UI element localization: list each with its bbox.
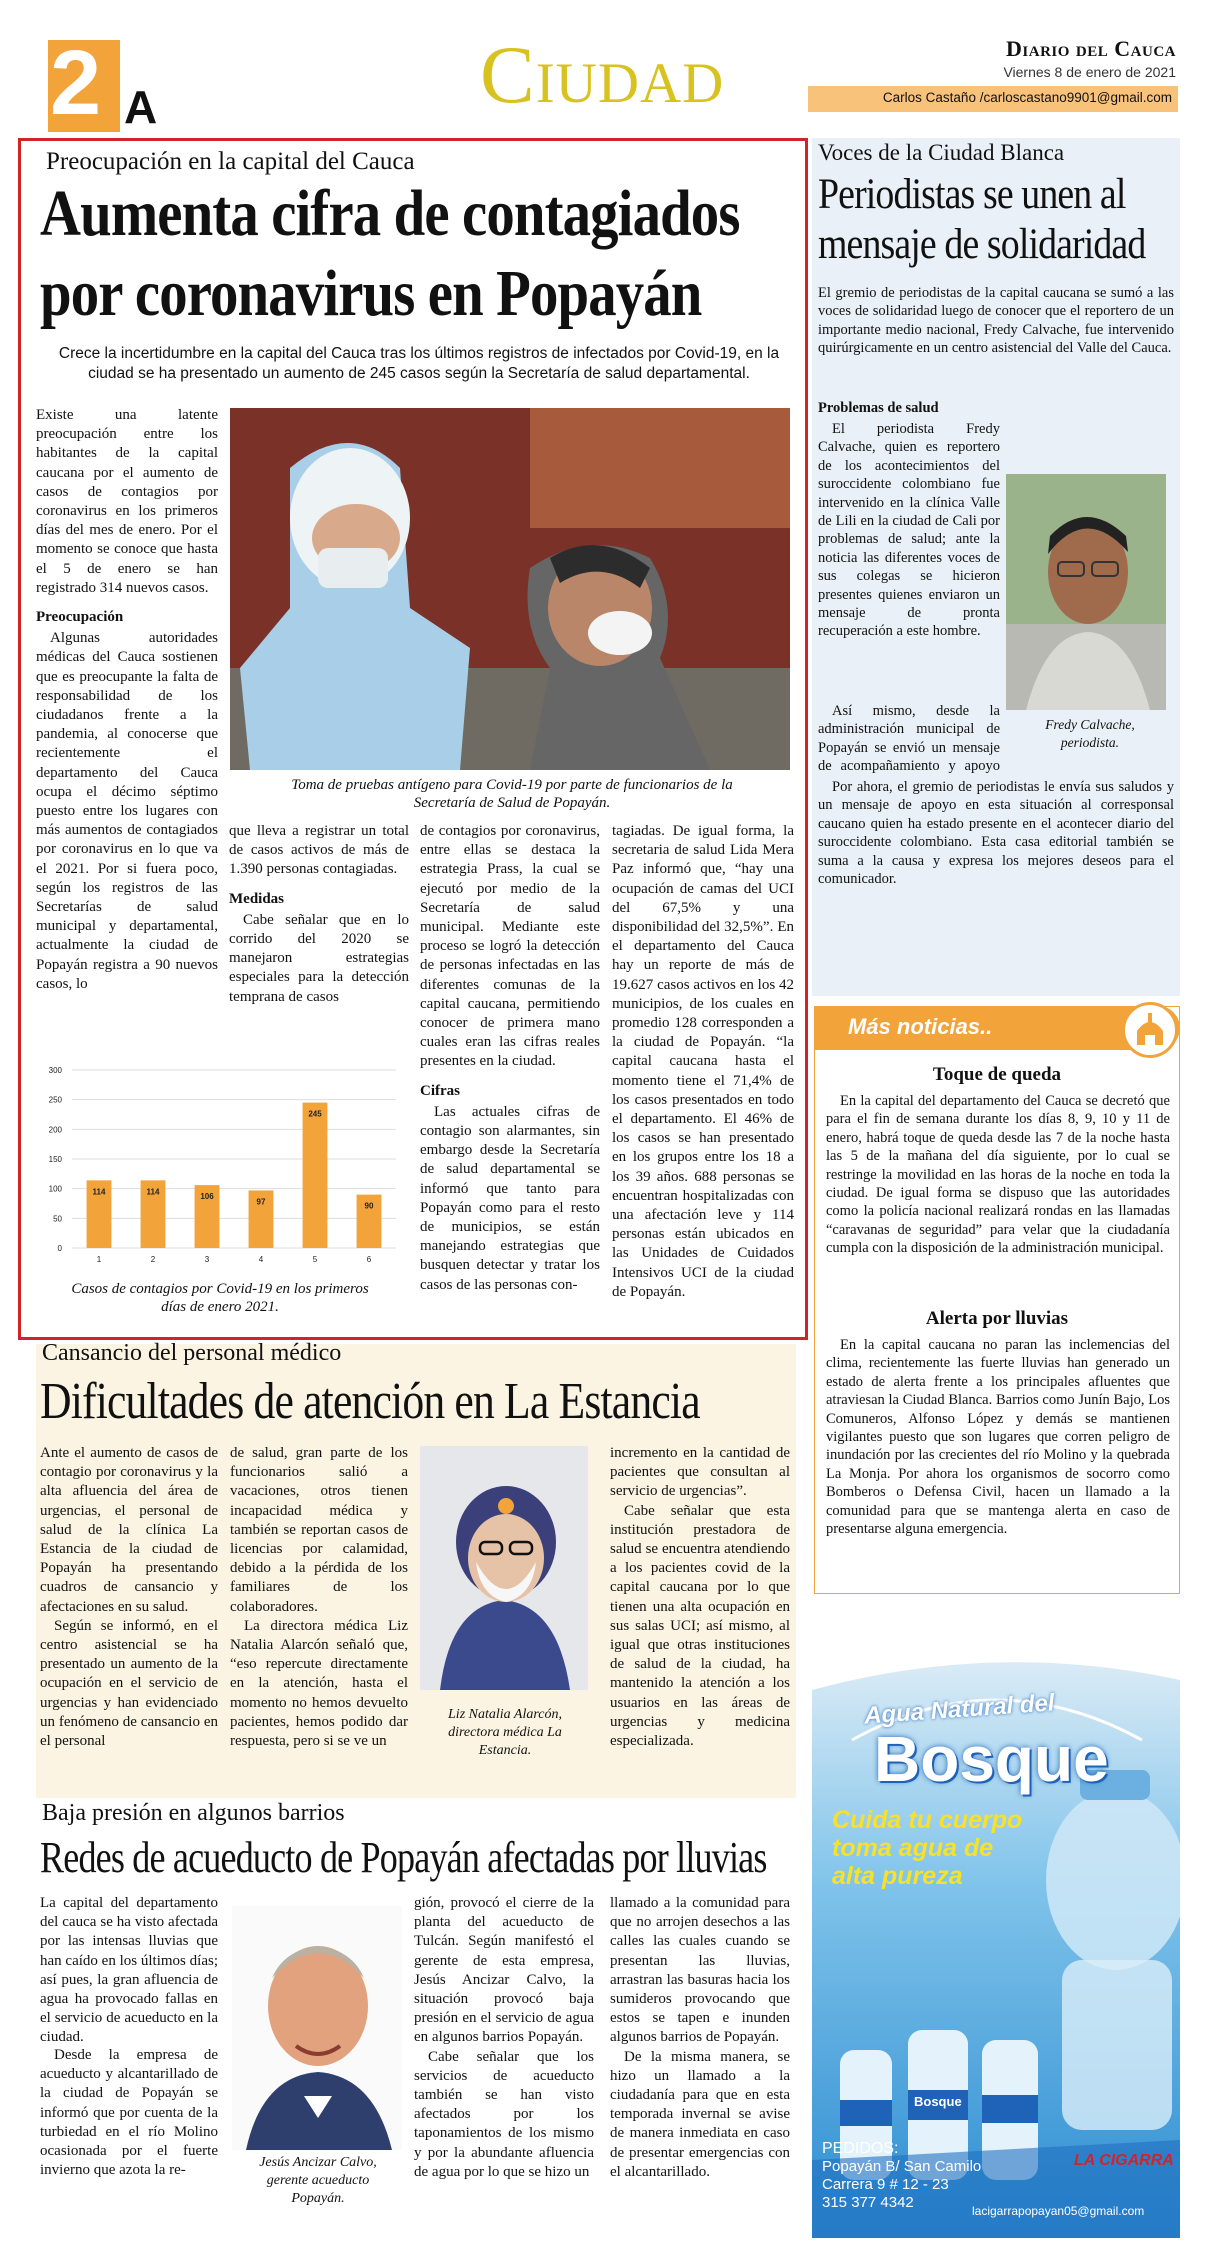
- sidebar-paragraph-2a: Así mismo, desde la administración municipal de Popayán se envió un mensaje de acompañamiento y apoyo: [818, 703, 1000, 775]
- page-suffix: A: [124, 81, 158, 133]
- chart-data-label: 97: [256, 1197, 266, 1207]
- more-news-label: Más noticias..: [848, 1014, 993, 1039]
- cases-bar-chart: [36, 1058, 406, 1268]
- estancia-column-2: [230, 1444, 408, 1751]
- ad-orders-street: Carrera 9 # 12 - 23: [822, 2176, 949, 2193]
- ad-slogan-line1: Cuida tu cuerpo: [832, 1806, 1023, 1834]
- main-column-2: [229, 822, 409, 1007]
- estancia-col2-paragraph-2: La directora médica Liz Natalia Alarcón señaló que, “eso repercute directamente en la atención, hasta el momento no hemos devuelto pacientes, hemos podido dar respuesta, pero si se ve un: [230, 1617, 408, 1750]
- estancia-col3-paragraph: incremento en la cantidad de pacientes que consultan al servicio de urgencias”.: [610, 1445, 790, 1500]
- author-line: Carlos Castaño /carloscastano9901@gmail.com: [882, 90, 1172, 105]
- acueducto-col1-paragraph-2: Desde la empresa de acueducto y alcantarillado de la ciudad de Popayán se informó que por cuenta de la turbiedad en el río Molino ocasionada por el fuerte invierno que azota la re-: [40, 2047, 218, 2179]
- chart-y-tick-label: 200: [48, 1125, 62, 1135]
- main-col2-paragraph: que lleva a registrar un total de casos activos de más de 1.390 personas contagiadas.: [229, 823, 409, 878]
- chart-x-tick-label: 5: [312, 1255, 318, 1264]
- sidebar-intro-paragraph: El gremio de periodistas de la capital caucana se sumó a las voces de solidaridad luego de conocer que el reportero de un importante medio nacional, Fredy Calvache, fue intervenido quirúrgicamente en un centro asistencial del Valle del Cauca.: [818, 285, 1174, 357]
- main-col3-paragraph-2: Las actuales cifras de contagio son alarmantes, sin embargo desde la Secretaría de salud departamental se informó que tanto para Popayán como para el resto de municipios, se están manejando estrategias que busquen detectar y tratar los casos de las personas con-: [420, 1103, 600, 1293]
- estancia-column-3: [610, 1444, 790, 1751]
- chart-x-tick-label: 3: [204, 1255, 210, 1264]
- church-logo-icon: [1122, 1002, 1178, 1058]
- acueducto-photo-caption: Jesús Ancizar Calvo, gerente acueducto Popayán.: [259, 2155, 377, 2206]
- jesus-calvo-photo: [232, 1906, 402, 2150]
- fredy-calvache-photo: [1006, 474, 1166, 710]
- estancia-kicker: Cansancio del personal médico: [42, 1340, 342, 1366]
- main-kicker: Preocupación en la capital del Cauca: [46, 148, 415, 175]
- acueducto-col1-paragraph: La capital del departamento del cauca se ha visto afectada por las intensas lluvias que han caído en los últimos días; así pues, la gran afluencia de agua ha provocado fallas en el servicio de acueducto en la ciudad.: [40, 1895, 218, 2046]
- acueducto-title: Redes de acueducto de Popayán afectadas por lluvias: [40, 1833, 767, 1882]
- ad-orders-address: Popayán B/ San Camilo: [822, 2158, 982, 2175]
- estancia-column-1: [40, 1444, 218, 1751]
- main-col1-paragraph-2: Algunas autoridades médicas del Cauca sostienen que es preocupante la falta de responsabilidad de los ciudadanos frente a la pandemia, al conocerse que recientemente el departamento del Cauca ocupa el décimo séptimo puesto entre los lugares con más aumentos de contagiados por coronavirus en lo que va el 2021. Por si fuera poco, según los registros de las Secretarías de salud municipal y departamental, actualmente la ciudad de Popayán registra a 90 nuevos casos, lo: [36, 630, 218, 992]
- main-col2-paragraph-2: Cabe señalar que en lo corrido del 2020 se manejaron estrategias especiales para la detección temprana de casos: [229, 911, 409, 1005]
- chart-y-tick-label: 300: [48, 1066, 62, 1075]
- acueducto-column-2: [414, 1894, 594, 2182]
- ad-brand-top: Agua Natural del: [863, 1689, 1056, 1730]
- sidebar-paragraph-1: El periodista Fredy Calvache, quien es reportero de los acontecimientos del suroccidente colombiano fue intervenido en la clínica Valle de Lili en la ciudad de Cali por problemas de salud; ante la noticia las diferentes voces de sus colegas se hicieron presentes quienes enviaron un mensaje de pronta recuperación a este hombre.: [818, 421, 1000, 640]
- bottle-label-1: Bosque: [914, 2094, 962, 2109]
- issue-date: Viernes 8 de enero de 2021: [1003, 64, 1176, 80]
- estancia-col2-paragraph: de salud, gran parte de los funcionarios salió a vacaciones, otros tienen incapacidad médica y también se reportan casos de licencias por calamidad, debido a la pérdida de los familiares de los colaboradores.: [230, 1445, 408, 1615]
- chart-data-label: 114: [146, 1187, 160, 1197]
- chart-y-tick-label: 250: [48, 1095, 62, 1105]
- ad-orders-phone: 315 377 4342: [822, 2194, 914, 2211]
- chart-caption: Casos de contagios por Covid-19 en los primeros días de enero 2021.: [71, 1281, 369, 1315]
- sidebar-kicker: Voces de la Ciudad Blanca: [818, 140, 1065, 165]
- main-col1-subhead: Preocupación: [36, 609, 124, 626]
- main-title-line2: por coronavirus en Popayán: [40, 257, 702, 330]
- news-item2-paragraph: En la capital caucana no paran las inclemencias del clima, recientemente las fuerte lluvias han generado un estado de alerta frente a los principales afluentes que atraviesan la Ciudad Blanca. Barrios como Junín Bajo, Los Comuneros, Alfonso López y demás se mantienen vigilantes puesto que son lugares que corren peligro de inundación por las crecientes del río Molino y la quebrada La Monja. Por ahora los organismos de socorro como Bomberos o Defensa Civil, hacen un llamado a la comunidad para que se mantenga alerta en caso de presentarse alguna emergencia.: [826, 1337, 1170, 1538]
- main-col4-paragraph: tagiadas. De igual forma, la secretaria de salud Lida Mera Paz informó que, “hay una ocupación de camas del UCI del 67,5% y una disponibilidad del 32,5%”. En el departamento del Cauca hay un reporte de más de 19.627 casos activos en los 42 municipios, de los cuales en promedio 128 corresponden a la ciudad de Popayán. “la capital caucana hasta el momento tiene el 71,4% de los casos presentados en todo el departamento. El 46% de los casos se han presentado en los grupos entre los 18 a los 39 años. 688 personas se encuentran hospitalizadas con una afectación leve y 114 personas están ubicados en las Unidades de Cuidados Intensivos UCI de la ciudad de Popayán.: [612, 823, 794, 1300]
- chart-svg: [36, 1058, 406, 1268]
- chart-x-tick-label: 1: [96, 1255, 102, 1264]
- acueducto-column-1: [40, 1894, 218, 2180]
- chart-y-tick-label: 50: [53, 1214, 62, 1224]
- sidebar-title-line2: mensaje de solidaridad: [818, 221, 1146, 268]
- main-column-3: [420, 822, 600, 1295]
- acueducto-col2-paragraph-2: Cabe señalar que los servicios de acueducto también se han visto afectados por los taponamientos de los mismo y por la abundante afluencia de agua por lo que se hizo un: [414, 2048, 594, 2180]
- ad-slogan-line3: alta pureza: [832, 1862, 963, 1890]
- sidebar-intro: [818, 284, 1174, 358]
- chart-data-label: 245: [308, 1109, 322, 1119]
- chart-y-tick-label: 150: [48, 1155, 62, 1164]
- news-item2-title: Alerta por lluvias: [925, 1308, 1069, 1329]
- main-col2-subhead: Medidas: [229, 890, 285, 907]
- chart-data-label: 106: [200, 1192, 214, 1202]
- chart-x-tick-label: 2: [150, 1255, 156, 1264]
- estancia-col3-paragraph-2: Cabe señalar que esta institución prestadora de salud se encuentra atendiendo a los pacientes covid de la capital caucana por lo que tienen una alta ocupación en sus salas UCI; así mismo, al igual que otras instituciones de salud de la ciudad, ha mantenido la atención a los usuarios en las áreas de urgencias y medicina especializada.: [610, 1502, 790, 1750]
- estancia-col1-paragraph-2: Según se informó, en el centro asistencial se ha presentado un aumento de la ocupación en el servicio de urgencias y han evidenciado un fenómeno de cansancio en el personal: [40, 1617, 218, 1750]
- sidebar-col-narrow: [818, 420, 1000, 775]
- chart-data-label: 90: [364, 1201, 374, 1211]
- main-col1-paragraph: Existe una latente preocupación entre los habitantes de la capital caucana por el aumento de casos de contagios por coronavirus en los primeros días del mes de enero. Por el momento se conoce que hasta el 5 de enero se han registrado 314 nuevos casos.: [36, 407, 218, 596]
- page-number: 2: [50, 32, 100, 134]
- sidebar-paragraph-2: [818, 778, 1174, 888]
- chart-y-tick-label: 0: [57, 1244, 62, 1253]
- main-title-line1: Aumenta cifra de contagiados: [40, 177, 740, 250]
- main-photo-caption: Toma de pruebas antígeno para Covid-19 por parte de funcionarios de la Secretaría de Salud de Popayán.: [291, 777, 733, 811]
- ad-distributor-logo: LA CIGARRA: [1074, 2152, 1174, 2169]
- covid-test-photo: [230, 408, 790, 770]
- chart-y-tick-label: 100: [48, 1184, 62, 1194]
- news-item2-text: [826, 1336, 1170, 1538]
- water-ad: [812, 1600, 1180, 2238]
- section-title: Ciudad: [480, 29, 725, 120]
- main-col3-subhead: Cifras: [420, 1082, 460, 1099]
- news-item1-text: [826, 1092, 1170, 1258]
- sidebar-title-line1: Periodistas se unen al: [818, 171, 1126, 218]
- ad-slogan-line2: toma agua de: [832, 1834, 994, 1862]
- sidebar-photo-caption: Fredy Calvache, periodista.: [1045, 717, 1135, 750]
- sidebar-subhead: Problemas de salud: [818, 400, 939, 416]
- main-lead: Crece la incertidumbre en la capital del Cauca tras los últimos registros de infectados por Covid-19, en la ciudad se ha presentado un aumento de 245 casos según la Secretaría de salud departamental.: [58, 345, 780, 382]
- liz-alarcon-photo: [420, 1446, 588, 1690]
- ad-email: lacigarrapopayan05@gmail.com: [972, 2204, 1145, 2218]
- estancia-title: Dificultades de atención en La Estancia: [40, 1373, 700, 1430]
- news-item1-title: Toque de queda: [932, 1064, 1062, 1085]
- chart-bar: [303, 1103, 328, 1248]
- main-column-1: [36, 406, 218, 994]
- news-item1-paragraph: En la capital del departamento del Cauca se decretó que para el fin de semana durante los días 8, 9, 10 y 11 de enero, habrá toque de queda desde las 7 de la noche hasta las 5 de la mañana del día siguiente, por lo cual se restringe la movilidad en las horas de la noche en toda la ciudad. De igual forma se dispuso que las autoridades como la policía nacional realizará rondas en las llamadas “caravanas de seguridad” para velar que la ciudadanía cumpla con la disposición de la administración municipal.: [826, 1093, 1170, 1257]
- main-column-4: [612, 822, 794, 1302]
- ad-orders-label: PEDIDOS:: [822, 2140, 899, 2157]
- acueducto-column-3: [610, 1894, 790, 2182]
- estancia-col1-paragraph: Ante el aumento de casos de contagio por coronavirus y la alta afluencia del área de urgencias, el personal de salud de la clínica La Estancia de la ciudad de Popayán ha presentando cuadros de cansancio y afectaciones en su salud.: [40, 1445, 218, 1615]
- chart-x-tick-label: 6: [366, 1255, 372, 1264]
- acueducto-col3-paragraph: llamado a la comunidad para que no arrojen desechos a las calles las cuales cuando se presentan las lluvias, arrastran las basuras hacia los sumideros provocando que estos se tapen e inunden algunos barrios de Popayán.: [610, 1895, 790, 2046]
- chart-x-tick-label: 4: [258, 1255, 264, 1264]
- estancia-photo-caption: Liz Natalia Alarcón, directora médica La Estancia.: [448, 1707, 562, 1758]
- ad-brand: Bosque: [874, 1723, 1109, 1795]
- chart-data-label: 114: [92, 1187, 106, 1197]
- acueducto-col3-paragraph-2: De la misma manera, se hizo un llamado a la ciudadanía para que en esta temporada invernal se avise de manera inmediata en caso de presentar emergencias con el alcantarillado.: [610, 2048, 790, 2180]
- sidebar-paragraph-3: Por ahora, el gremio de periodistas le envía sus saludos y un mensaje de apoyo en esta situación al corresponsal caucano quien ha estado presente en el acontecer diario del suroccidente colombiano. Esta casa editorial también se suma a la causa y expresa los mejores deseos para el comunicador.: [818, 779, 1174, 888]
- acueducto-col2-paragraph: gión, provocó el cierre de la planta del acueducto de Tulcán. Según manifestó el gerente de esta empresa, Jesús Ancizar Calvo, la situación provocó baja presión en el servicio de agua en algunos barrios Popayán.: [414, 1895, 594, 2046]
- acueducto-kicker: Baja presión en algunos barrios: [42, 1800, 345, 1826]
- paper-name: Diario del Cauca: [1006, 36, 1176, 61]
- main-col3-paragraph: de contagios por coronavirus, entre ellas se destaca la estrategia Prass, la cual se ejecutó por medio de la Secretaría de salud municipal. Mediante este proceso se logró la detección de personas infectadas en las diferentes comunas de la capital caucana, permitiendo conocer de primera mano cuales eran las cifras reales presentes en la ciudad.: [420, 823, 600, 1070]
